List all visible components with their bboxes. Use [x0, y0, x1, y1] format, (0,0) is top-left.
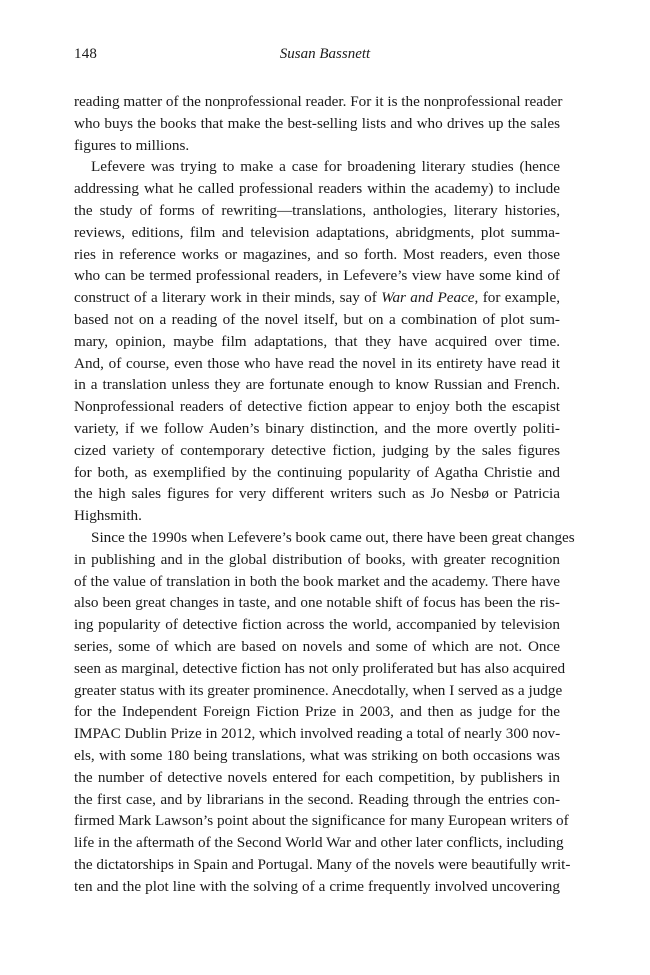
text-line: els, with some 180 being translations, what was striking on both occasions was	[74, 746, 560, 764]
paragraph-first-line: Lefevere was trying to make a case for broadening literary studies (hence	[91, 158, 560, 176]
text-line: of the value of translation in both the book market and the academy. There have	[74, 572, 560, 590]
text-line: in a translation unless they are fortunate enough to know Russian and French.	[74, 376, 560, 394]
paragraph-first-line: Since the 1990s when Lefevere’s book came out, there have been great changes	[91, 528, 575, 546]
text-line: And, of course, even those who have read the novel in its entirety have read it	[74, 354, 560, 372]
text-line: the study of forms of rewriting—translations, anthologies, literary histories,	[74, 201, 560, 219]
text-line: the high sales figures for very different writers such as Jo Nesbø or Patricia	[74, 485, 560, 503]
text-line: for both, as exemplified by the continuing popularity of Agatha Christie and	[74, 463, 560, 481]
text-line: who can be termed professional readers, in Lefevere’s view have some kind of	[74, 267, 560, 285]
text-line: cized variety of contemporary detective fiction, judging by the sales figures	[74, 441, 560, 459]
text-line: addressing what he called professional readers within the academy) to include	[74, 180, 560, 198]
running-head: Susan Bassnett	[279, 46, 371, 62]
text-line: ten and the plot line with the solving of a crime frequently involved uncovering	[74, 877, 560, 895]
text-line: Nonprofessional readers of detective fiction appear to enjoy both the escapist	[74, 398, 560, 416]
text-line: in publishing and in the global distribution of books, with greater recognition	[74, 550, 560, 568]
text-line: figures to millions.	[74, 136, 190, 154]
text-line: greater status with its greater prominence. Anecdotally, when I served as a judge	[74, 681, 563, 699]
text-line: life in the aftermath of the Second World War and other later conflicts, including	[74, 834, 564, 852]
text-segment: construct of a literary work in their minds, say of	[74, 289, 382, 307]
text-line: based not on a reading of the novel itself, but on a combination of plot sum-	[74, 310, 560, 328]
text-segment: , for example,	[474, 289, 561, 307]
text-line: the first case, and by librarians in the second. Reading through the entries con-	[74, 790, 560, 808]
text-line: ries in reference works or magazines, and so forth. Most readers, even those	[74, 245, 560, 263]
page-number: 148	[74, 46, 98, 62]
text-line: mary, opinion, maybe film adaptations, that they have acquired over time.	[74, 332, 560, 350]
text-line: also been great changes in taste, and one notable shift of focus has been the ris-	[74, 594, 560, 612]
text-line: variety, if we follow Auden’s binary distinction, and the more overtly politi-	[74, 419, 560, 437]
book-title: War and Peace	[381, 289, 475, 307]
text-line: the dictatorships in Spain and Portugal. Many of the novels were beautifully writ-	[74, 855, 571, 873]
text-line	[74, 287, 560, 309]
text-line: the number of detective novels entered for each competition, by publishers in	[74, 768, 560, 786]
text-line: firmed Mark Lawson’s point about the significance for many European writers of	[74, 812, 569, 830]
text-line: who buys the books that make the best-selling lists and who drives up the sales	[74, 114, 560, 132]
text-line: series, some of which are based on novels and some of which are not. Once	[74, 637, 560, 655]
body-text	[74, 91, 575, 897]
text-line: Highsmith.	[74, 507, 142, 525]
text-line: reading matter of the nonprofessional reader. For it is the nonprofessional reader	[74, 93, 563, 110]
text-line: seen as marginal, detective fiction has not only proliferated but has also acquired	[74, 659, 566, 677]
text-line: ing popularity of detective fiction across the world, accompanied by television	[74, 616, 560, 634]
text-line: reviews, editions, film and television adaptations, abridgments, plot summa-	[74, 223, 560, 241]
text-line: for the Independent Foreign Fiction Prize in 2003, and then as judge for the	[74, 703, 560, 721]
text-line: IMPAC Dublin Prize in 2012, which involved reading a total of nearly 300 nov-	[74, 725, 561, 743]
